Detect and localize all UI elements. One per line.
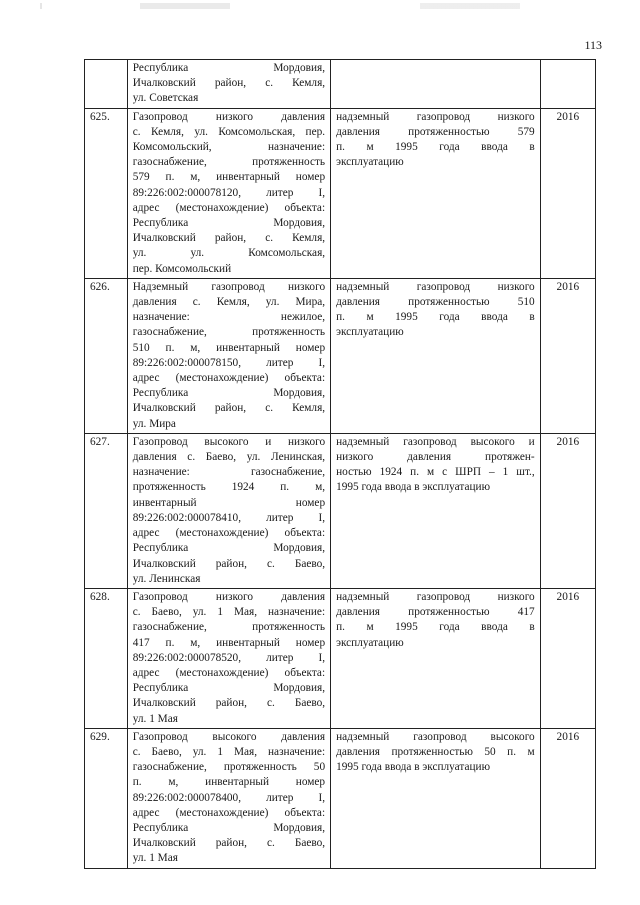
- description-line: Республика Мордовия,: [132, 217, 326, 230]
- description-line: Надземный газопровод низкого: [132, 280, 326, 293]
- row-number: 629.: [85, 728, 128, 868]
- object-characteristics: [331, 60, 541, 109]
- object-characteristics: [331, 108, 541, 278]
- table-row: [85, 108, 596, 278]
- row-number: 628.: [85, 588, 128, 728]
- row-number: 626.: [85, 278, 128, 433]
- description-line: ул. 1 Мая: [132, 852, 178, 865]
- characteristics-line: п. м 1995 года ввода в: [336, 141, 535, 154]
- object-characteristics: [331, 433, 541, 588]
- description-line: Ичалковский район, с. Кемля,: [132, 232, 326, 245]
- description-line: Ичалковский район, с. Баево,: [132, 697, 326, 710]
- page-number: 113: [584, 38, 602, 52]
- description-line: назначение: газоснабжение,: [132, 466, 326, 479]
- description-line: Республика Мордовия,: [132, 542, 326, 555]
- description-line: ул. 1 Мая: [132, 712, 178, 725]
- description-line: адрес (местонахождение) объекта:: [132, 372, 326, 385]
- description-line: адрес (местонахождение) объекта:: [132, 806, 326, 819]
- description-line: протяженность 1924 п. м,: [132, 481, 326, 494]
- description-line: 510 п. м, инвентарный номер: [132, 341, 326, 354]
- description-line: с. Баево, ул. 1 Мая, назначение:: [132, 606, 326, 619]
- description-line: давления с. Баево, ул. Ленинская,: [132, 451, 326, 464]
- description-line: адрес (местонахождение) объекта:: [132, 201, 326, 214]
- characteristics-line: надземный газопровод высокого: [336, 730, 535, 743]
- object-description: [127, 60, 330, 109]
- characteristics-line: эксплуатацию: [336, 636, 404, 649]
- row-number: [85, 60, 128, 109]
- characteristics-line: низкого давления протяжен-: [336, 451, 535, 464]
- year-cell: 2016: [540, 433, 595, 588]
- table-row: [85, 728, 596, 868]
- row-number: 627.: [85, 433, 128, 588]
- object-description: [127, 108, 330, 278]
- description-line: Ичалковский район, с. Баево,: [132, 837, 326, 850]
- description-line: ул. ул. Комсомольская,: [132, 247, 326, 260]
- row-number: 625.: [85, 108, 128, 278]
- object-characteristics: [331, 278, 541, 433]
- table-row: [85, 278, 596, 433]
- characteristics-line: эксплуатацию: [336, 326, 404, 339]
- description-line: Республика Мордовия,: [132, 682, 326, 695]
- description-line: Газопровод низкого давления: [132, 590, 326, 603]
- description-line: адрес (местонахождение) объекта:: [132, 666, 326, 679]
- year-cell: 2016: [540, 588, 595, 728]
- description-line: п. м, инвентарный номер: [132, 776, 326, 789]
- characteristics-line: давления протяженностью 50 п. м: [336, 745, 535, 758]
- characteristics-line: 1995 года ввода в эксплуатацию: [336, 481, 491, 494]
- description-line: давления с. Кемля, ул. Мира,: [132, 296, 326, 309]
- characteristics-line: давления протяженностью 579: [336, 125, 535, 138]
- property-registry-table: [84, 59, 596, 869]
- description-line: ул. Ленинская: [132, 572, 201, 585]
- characteristics-line: давления протяженностью 417: [336, 606, 535, 619]
- object-description: [127, 278, 330, 433]
- table-row: [85, 588, 596, 728]
- characteristics-line: 1995 года ввода в эксплуатацию: [336, 761, 491, 774]
- description-line: с. Кемля, ул. Комсомольская, пер.: [132, 125, 326, 138]
- year-cell: 2016: [540, 108, 595, 278]
- characteristics-line: надземный газопровод низкого: [336, 590, 535, 603]
- description-line: 579 п. м, инвентарный номер: [132, 171, 326, 184]
- description-line: газоснабжение, протяженность: [132, 621, 326, 634]
- object-description: [127, 728, 330, 868]
- description-line: газоснабжение, протяженность 50: [132, 761, 326, 774]
- description-line: назначение: нежилое,: [132, 311, 326, 324]
- description-line: Комсомольский, назначение:: [132, 141, 326, 154]
- description-line: Ичалковский район, с. Баево,: [132, 557, 326, 570]
- object-characteristics: [331, 588, 541, 728]
- year-cell: [540, 60, 595, 109]
- description-line: ул. Мира: [132, 417, 176, 430]
- description-line: 89:226:002:000078120, литер I,: [132, 186, 326, 199]
- description-line: Республика Мордовия,: [132, 387, 326, 400]
- description-line: Республика Мордовия,: [132, 62, 326, 74]
- characteristics-line: ностью 1924 п. м с ШРП – 1 шт.,: [336, 466, 535, 479]
- description-line: Газопровод высокого и низкого: [132, 435, 326, 448]
- object-description: [127, 588, 330, 728]
- characteristics-line: п. м 1995 года ввода в: [336, 311, 535, 324]
- table-row: [85, 60, 596, 109]
- scan-artifact: [0, 3, 640, 9]
- description-line: Республика Мордовия,: [132, 821, 326, 834]
- description-line: 89:226:002:000078400, литер I,: [132, 791, 326, 804]
- table-row: [85, 433, 596, 588]
- description-line: пер. Комсомольский: [132, 262, 232, 275]
- characteristics-line: надземный газопровод низкого: [336, 110, 535, 123]
- year-cell: 2016: [540, 728, 595, 868]
- description-line: Газопровод низкого давления: [132, 110, 326, 123]
- characteristics-line: эксплуатацию: [336, 156, 404, 169]
- description-line: с. Баево, ул. 1 Мая, назначение:: [132, 745, 326, 758]
- description-line: Ичалковский район, с. Кемля,: [132, 402, 326, 415]
- description-line: газоснабжение, протяженность: [132, 156, 326, 169]
- description-line: 89:226:002:000078410, литер I,: [132, 511, 326, 524]
- object-description: [127, 433, 330, 588]
- description-line: газоснабжение, протяженность: [132, 326, 326, 339]
- description-line: Ичалковский район, с. Кемля,: [132, 77, 326, 90]
- description-line: инвентарный номер: [132, 496, 326, 509]
- description-line: Газопровод высокого давления: [132, 730, 326, 743]
- characteristics-line: надземный газопровод высокого и: [336, 435, 535, 448]
- description-line: 89:226:002:000078150, литер I,: [132, 356, 326, 369]
- object-characteristics: [331, 728, 541, 868]
- description-line: 89:226:002:000078520, литер I,: [132, 651, 326, 664]
- description-line: ул. Советская: [132, 92, 199, 105]
- characteristics-line: надземный газопровод низкого: [336, 280, 535, 293]
- characteristics-line: п. м 1995 года ввода в: [336, 621, 535, 634]
- description-line: 417 п. м, инвентарный номер: [132, 636, 326, 649]
- description-line: адрес (местонахождение) объекта:: [132, 527, 326, 540]
- characteristics-line: давления протяженностью 510: [336, 296, 535, 309]
- year-cell: 2016: [540, 278, 595, 433]
